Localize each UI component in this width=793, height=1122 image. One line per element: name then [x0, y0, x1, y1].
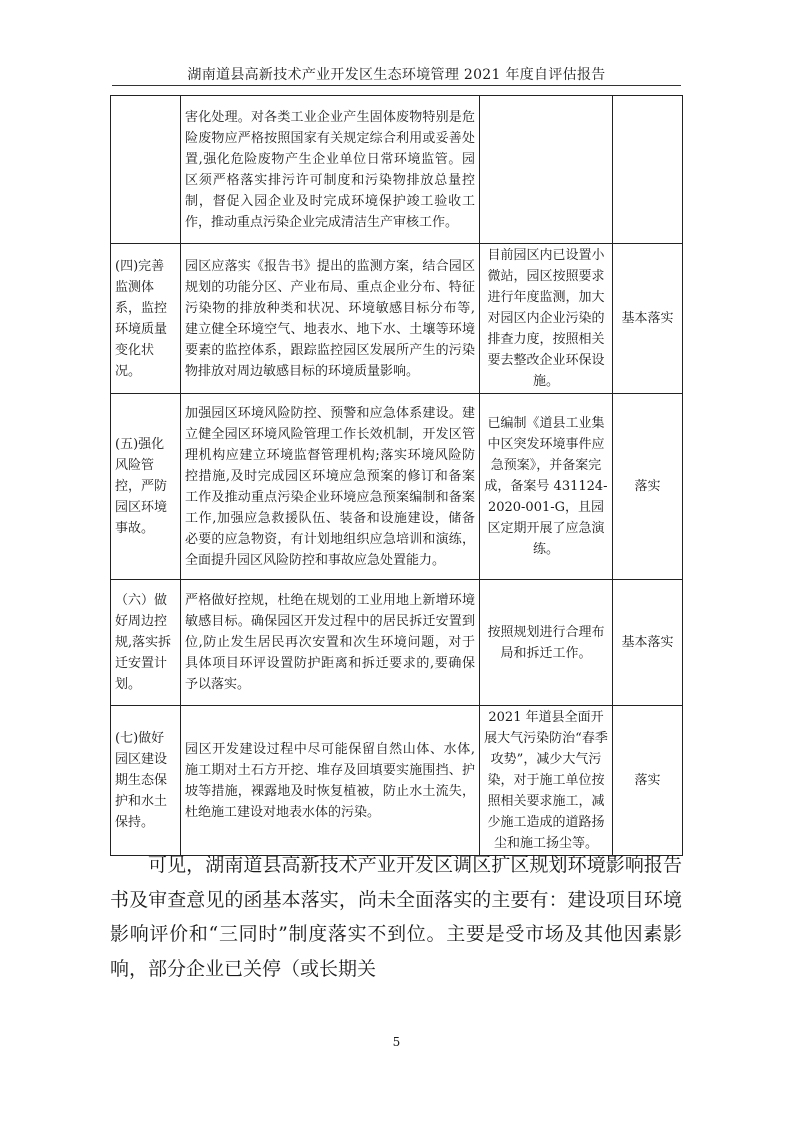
table-row — [111, 96, 683, 244]
requirement-cell: 害化处理。对各类工业企业产生固体废物特别是危险废物应严格按照国家有关规定综合利用或妥善处置,强化危险废物产生企业单位日常环境监管。园区须严格落实排污许可制度和污染物排放总量控制，督促入园企业及时完成环境保护竣工验收工作，推动重点污染企业完成清洁生产审核工作。 — [181, 96, 480, 244]
table-row — [111, 706, 683, 856]
header-divider — [112, 85, 681, 86]
status-cell: 基本落实 — [613, 244, 683, 394]
requirement-cell: 严格做好控规，杜绝在规划的工业用地上新增环境敏感目标。确保园区开发过程中的居民拆迁安置到位,防止发生居民再次安置和次生环境问题，对于具体项目环评设置防护距离和拆迁要求的,要确保予以落实。 — [181, 580, 480, 706]
requirement-cell: 园区应落实《报告书》提出的监测方案，结合园区规划的功能分区、产业布局、重点企业分布、特征污染物的排放种类和状况、环境敏感目标分布等,建立健全环境空气、地表水、地下水、土壤等环境要素的监控体系，跟踪监控园区发展所产生的污染物排放对周边敏感目标的环境质量影响。 — [181, 244, 480, 394]
requirement-cell: 加强园区环境风险防控、预警和应急体系建设。建立健全园区环境风险管理工作长效机制，开发区管理机构应建立环境监督管理机构;落实环境风险防控措施,及时完成园区环境应急预案的修订和备案工作及推动重点污染企业环境应急预案编制和备案工作,加强应急救援队伍、装备和设施建设，储备必要的应急物资，有计划地组织应急培训和演练，全面提升园区风险防控和事故应急处置能力。 — [181, 394, 480, 580]
table-row — [111, 244, 683, 394]
status-cell: 基本落实 — [613, 580, 683, 706]
implementation-status-table — [110, 95, 683, 856]
page-number: 5 — [392, 1035, 401, 1049]
table-row — [111, 394, 683, 580]
implementation-cell: 2021 年道县全面开展大气污染防治“春季攻势”，减少大气污染，对于施工单位按照相关要求施工，减少施工造成的道路扬尘和施工扬尘等。 — [480, 706, 613, 856]
table-row — [111, 580, 683, 706]
implementation-cell: 已编制《道县工业集中区突发环境事件应急预案》，并备案完成，备案号 431124-2020-001-G，且园区定期开展了应急演练。 — [480, 394, 613, 580]
implementation-cell: 目前园区内已设置小微站，园区按照要求进行年度监测，加大对园区内企业污染的排查力度，按照相关要去整改企业环保设施。 — [480, 244, 613, 394]
review-item-cell: （六）做好周边控规,落实拆迁安置计划。 — [111, 580, 181, 706]
conclusion-paragraph: 可见，湖南道县高新技术产业开发区调区扩区规划环境影响报告书及审查意见的函基本落实，尚未全面落实的主要有：建设项目环境影响评价和“三同时”制度落实不到位。主要是受市场及其他因素影响，部分企业已关停（或长期关 — [110, 854, 682, 980]
status-cell — [613, 96, 683, 244]
review-item-cell — [111, 96, 181, 244]
status-cell: 落实 — [613, 394, 683, 580]
review-item-cell: (五)强化风险管控，严防园区环境事故。 — [111, 394, 181, 580]
review-item-cell: (七)做好园区建设期生态保护和水土保持。 — [111, 706, 181, 856]
implementation-cell: 按照规划进行合理布局和拆迁工作。 — [480, 580, 613, 706]
implementation-cell — [480, 96, 613, 244]
report-header-title: 湖南道县高新技术产业开发区生态环境管理 2021 年度自评估报告 — [187, 67, 606, 83]
requirement-cell: 园区开发建设过程中尽可能保留自然山体、水体,施工期对土石方开挖、堆存及回填要实施围挡、护坡等措施，裸露地及时恢复植被，防止水土流失，杜绝施工建设对地表水体的污染。 — [181, 706, 480, 856]
status-cell: 落实 — [613, 706, 683, 856]
review-item-cell: (四)完善监测体系，监控环境质量变化状况。 — [111, 244, 181, 394]
